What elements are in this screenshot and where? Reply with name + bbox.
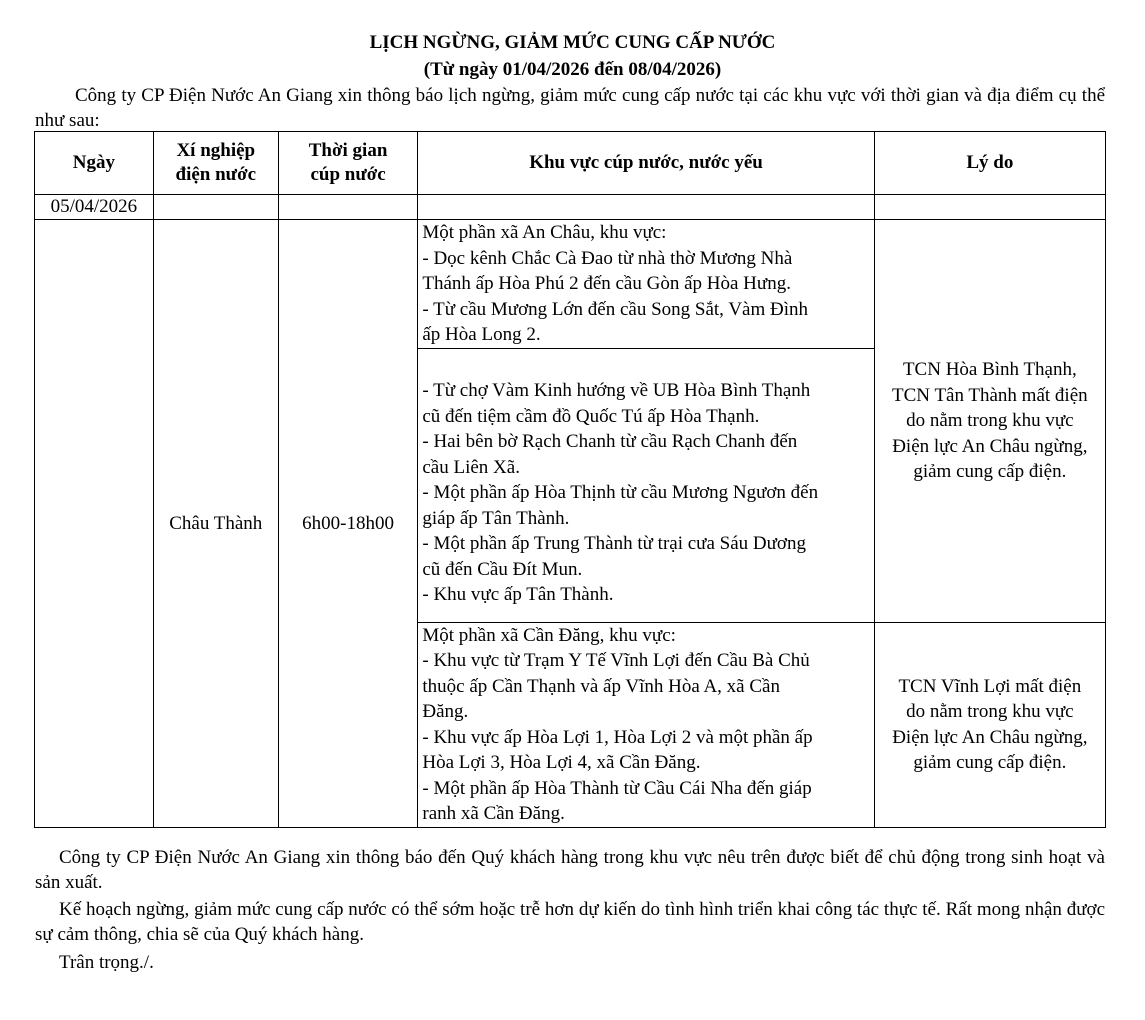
reason-line: giảm cung cấp điện. xyxy=(913,461,1067,482)
intro-text: Công ty CP Điện Nước An Giang xin thông báo lịch ngừng, giảm mức cung cấp nước tại các khu vực với thời gian và địa điểm cụ thể như sau: xyxy=(35,85,1105,131)
area-line: ấp Hòa Long 2. xyxy=(422,324,541,345)
area-cell-an-chau-1 xyxy=(418,220,874,349)
area-line: - Một phần ấp Hòa Thành từ Cầu Cái Nha đến giáp xyxy=(422,777,812,799)
reason-line: TCN Hòa Bình Thạnh, xyxy=(902,359,1077,380)
date-row xyxy=(35,195,1106,220)
intro-paragraph xyxy=(35,83,1105,133)
header-reason-line: Lý do xyxy=(966,152,1014,173)
area-line: Thánh ấp Hòa Phú 2 đến cầu Gòn ấp Hòa Hưng. xyxy=(422,273,791,294)
reason-line: do nằm trong khu vực xyxy=(906,701,1074,722)
footer-text-1: Công ty CP Điện Nước An Giang xin thông báo đến Quý khách hàng trong khu vực nêu trên được biết để chủ động trong sinh hoạt và sản xuất. xyxy=(35,847,1105,893)
area-line: - Một phần ấp Hòa Thịnh từ cầu Mương Ngươn đến xyxy=(422,482,819,504)
area-line: - Một phần ấp Trung Thành từ trại cưa Sáu Dương xyxy=(422,533,806,555)
table-header-row xyxy=(35,132,1106,195)
area-line: thuộc ấp Cần Thạnh và ấp Vĩnh Hòa A, xã Cần xyxy=(422,675,780,697)
header-unit-line-2: điện nước xyxy=(175,164,257,185)
area-line: cũ đến tiệm cầm đồ Quốc Tú ấp Hòa Thạnh. xyxy=(422,405,760,427)
page-title: LỊCH NGỪNG, GIẢM MỨC CUNG CẤP NƯỚC xyxy=(369,32,776,53)
date-cell: 05/04/2026 xyxy=(35,195,154,220)
header-unit xyxy=(153,132,278,195)
time-cell: 6h00-18h00 xyxy=(278,220,418,828)
area-cell-can-dang xyxy=(418,622,874,827)
area-line: - Từ cầu Mương Lớn đến cầu Song Sắt, Vàm Đình xyxy=(422,298,809,320)
header-time-line-1: Thời gian xyxy=(308,140,388,161)
area-line: ranh xã Cần Đăng. xyxy=(422,803,565,824)
area-line: Một phần xã Cần Đăng, khu vực: xyxy=(422,624,676,646)
footer-paragraph-2 xyxy=(35,897,1105,947)
date-row-empty-cell xyxy=(153,195,278,220)
header-unit-line-1: Xí nghiệp xyxy=(176,140,256,161)
header-time xyxy=(278,132,418,195)
date-row-empty-cell xyxy=(278,195,418,220)
reason-cell-can-dang xyxy=(874,622,1105,827)
header-time-line-2: cúp nước xyxy=(310,164,386,185)
header-area-line: Khu vực cúp nước, nước yếu xyxy=(529,152,763,173)
reason-cell-an-chau xyxy=(874,220,1105,623)
footer-paragraph-1 xyxy=(35,845,1105,895)
date-range-subtitle: (Từ ngày 01/04/2026 đến 08/04/2026) xyxy=(423,59,722,80)
schedule-table xyxy=(34,131,1106,828)
footer-text-2: Kế hoạch ngừng, giảm mức cung cấp nước có thể sớm hoặc trễ hơn dự kiến do tình hình triển khai công tác thực tế. Rất mong nhận được sự cảm thông, chia sẽ của Quý khách hàng. xyxy=(35,899,1105,945)
reason-line: Điện lực An Châu ngừng, xyxy=(892,726,1088,748)
area-cell-an-chau-2 xyxy=(418,348,874,622)
reason-line: giảm cung cấp điện. xyxy=(913,752,1067,773)
date-row-empty-cell xyxy=(418,195,874,220)
header-date-line: Ngày xyxy=(72,152,115,173)
header-date xyxy=(35,132,154,195)
reason-line: do nằm trong khu vực xyxy=(906,410,1074,431)
reason-line: Điện lực An Châu ngừng, xyxy=(892,435,1088,457)
header-area xyxy=(418,132,874,195)
area-line: cũ đến Cầu Đít Mun. xyxy=(422,558,583,580)
area-line: Hòa Lợi 3, Hòa Lợi 4, xã Cần Đăng. xyxy=(422,752,701,773)
unit-cell: Châu Thành xyxy=(153,220,278,828)
area-line: - Khu vực từ Trạm Y Tế Vĩnh Lợi đến Cầu Bà Chủ xyxy=(422,650,810,671)
area-line: giáp ấp Tân Thành. xyxy=(422,507,570,529)
header-reason xyxy=(874,132,1105,195)
area-line: - Từ chợ Vàm Kinh hướng về UB Hòa Bình Thạnh xyxy=(422,380,811,402)
area-line: Đăng. xyxy=(422,701,469,722)
area-line: cầu Liên Xã. xyxy=(422,456,520,478)
area-line: - Dọc kênh Chắc Cà Đao từ nhà thờ Mương Nhà xyxy=(422,247,793,269)
date-empty-cell xyxy=(35,220,154,828)
closing-text: Trân trọng./. xyxy=(59,952,154,973)
area-line: - Khu vực ấp Hòa Lợi 1, Hòa Lợi 2 và một phần ấp xyxy=(422,726,813,748)
area-line: - Khu vực ấp Tân Thành. xyxy=(422,584,614,606)
area-line: - Hai bên bờ Rạch Chanh từ cầu Rạch Chanh đến xyxy=(422,431,798,453)
area-line: Một phần xã An Châu, khu vực: xyxy=(422,222,667,243)
table-row xyxy=(35,220,1106,349)
reason-line: TCN Tân Thành mất điện xyxy=(892,384,1088,406)
date-row-empty-cell xyxy=(874,195,1105,220)
closing-paragraph xyxy=(35,950,1105,975)
reason-line: TCN Vĩnh Lợi mất điện xyxy=(898,675,1082,697)
